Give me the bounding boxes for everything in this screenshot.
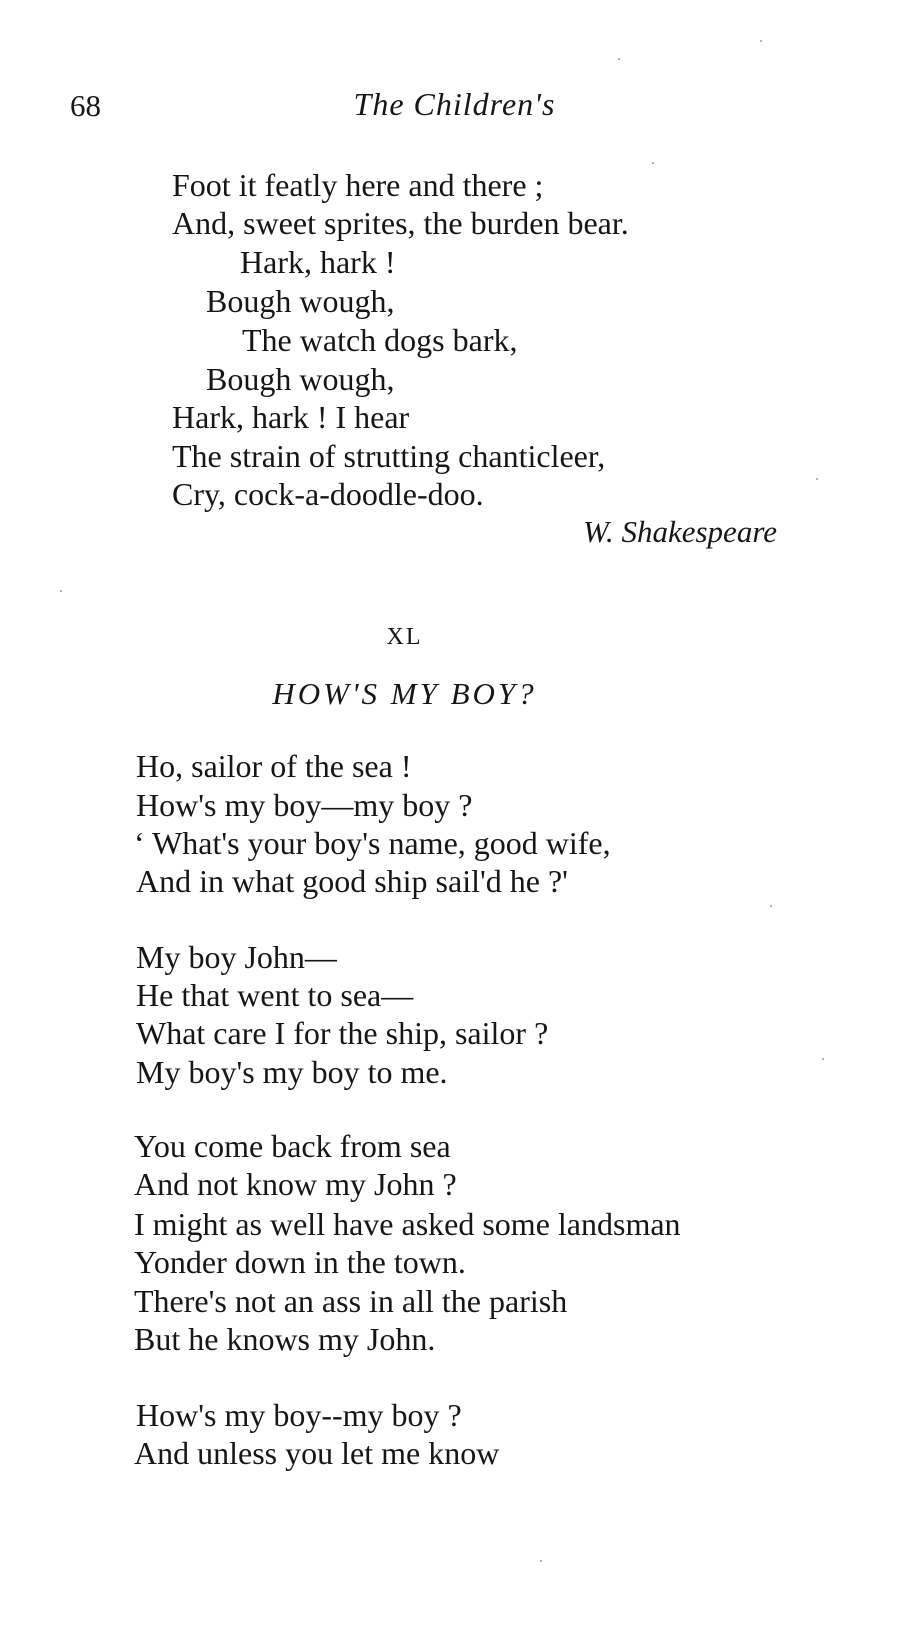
poem-line: There's not an ass in all the parish <box>134 1283 568 1319</box>
poem-line: Ho, sailor of the sea ! <box>136 748 412 784</box>
poem-line: Bough wough, <box>206 361 395 397</box>
poem-line: And in what good ship sail'd he ?' <box>136 863 568 899</box>
poem-line: How's my boy—my boy ? <box>136 787 473 823</box>
running-title: The Children's <box>353 86 556 122</box>
poem-line: I might as well have asked some landsman <box>134 1206 681 1242</box>
poem-line: The strain of strutting chanticleer, <box>172 438 606 474</box>
poem-line: My boy's my boy to me. <box>136 1054 448 1090</box>
poem-line: Bough wough, <box>206 283 395 319</box>
poem-line: Hark, hark ! <box>240 244 396 280</box>
poem-number: XL <box>386 624 423 650</box>
poem-line: How's my boy--my boy ? <box>136 1397 462 1433</box>
paper-speck <box>770 905 772 907</box>
paper-speck <box>652 162 654 164</box>
paper-speck <box>760 40 762 42</box>
poem-line: You come back from sea <box>134 1128 451 1164</box>
poem-line: And unless you let me know <box>134 1435 500 1471</box>
poem-title: HOW'S MY BOY? <box>272 676 537 711</box>
paper-speck <box>618 58 620 60</box>
paper-speck <box>540 1560 542 1562</box>
page-number: 68 <box>70 88 101 123</box>
poem-attribution: W. Shakespeare <box>583 514 777 549</box>
paper-speck <box>822 1058 824 1060</box>
paper-speck <box>816 478 818 480</box>
paper-speck <box>60 590 62 592</box>
poem-line: My boy John— <box>136 939 337 975</box>
poem-line: What care I for the ship, sailor ? <box>136 1015 549 1051</box>
poem-line: And, sweet sprites, the burden bear. <box>172 205 629 241</box>
poem-line: Foot it featly here and there ; <box>172 167 544 203</box>
poem-line: And not know my John ? <box>134 1166 457 1202</box>
poem-line: Yonder down in the town. <box>134 1244 466 1280</box>
poem-line: Hark, hark ! I hear <box>172 399 410 435</box>
poem-line: ‘ What's your boy's name, good wife, <box>134 825 611 861</box>
poem-line: The watch dogs bark, <box>242 322 518 358</box>
poem-line: Cry, cock-a-doodle-doo. <box>172 476 484 512</box>
poem-line: But he knows my John. <box>134 1321 436 1357</box>
poem-line: He that went to sea— <box>136 977 414 1013</box>
